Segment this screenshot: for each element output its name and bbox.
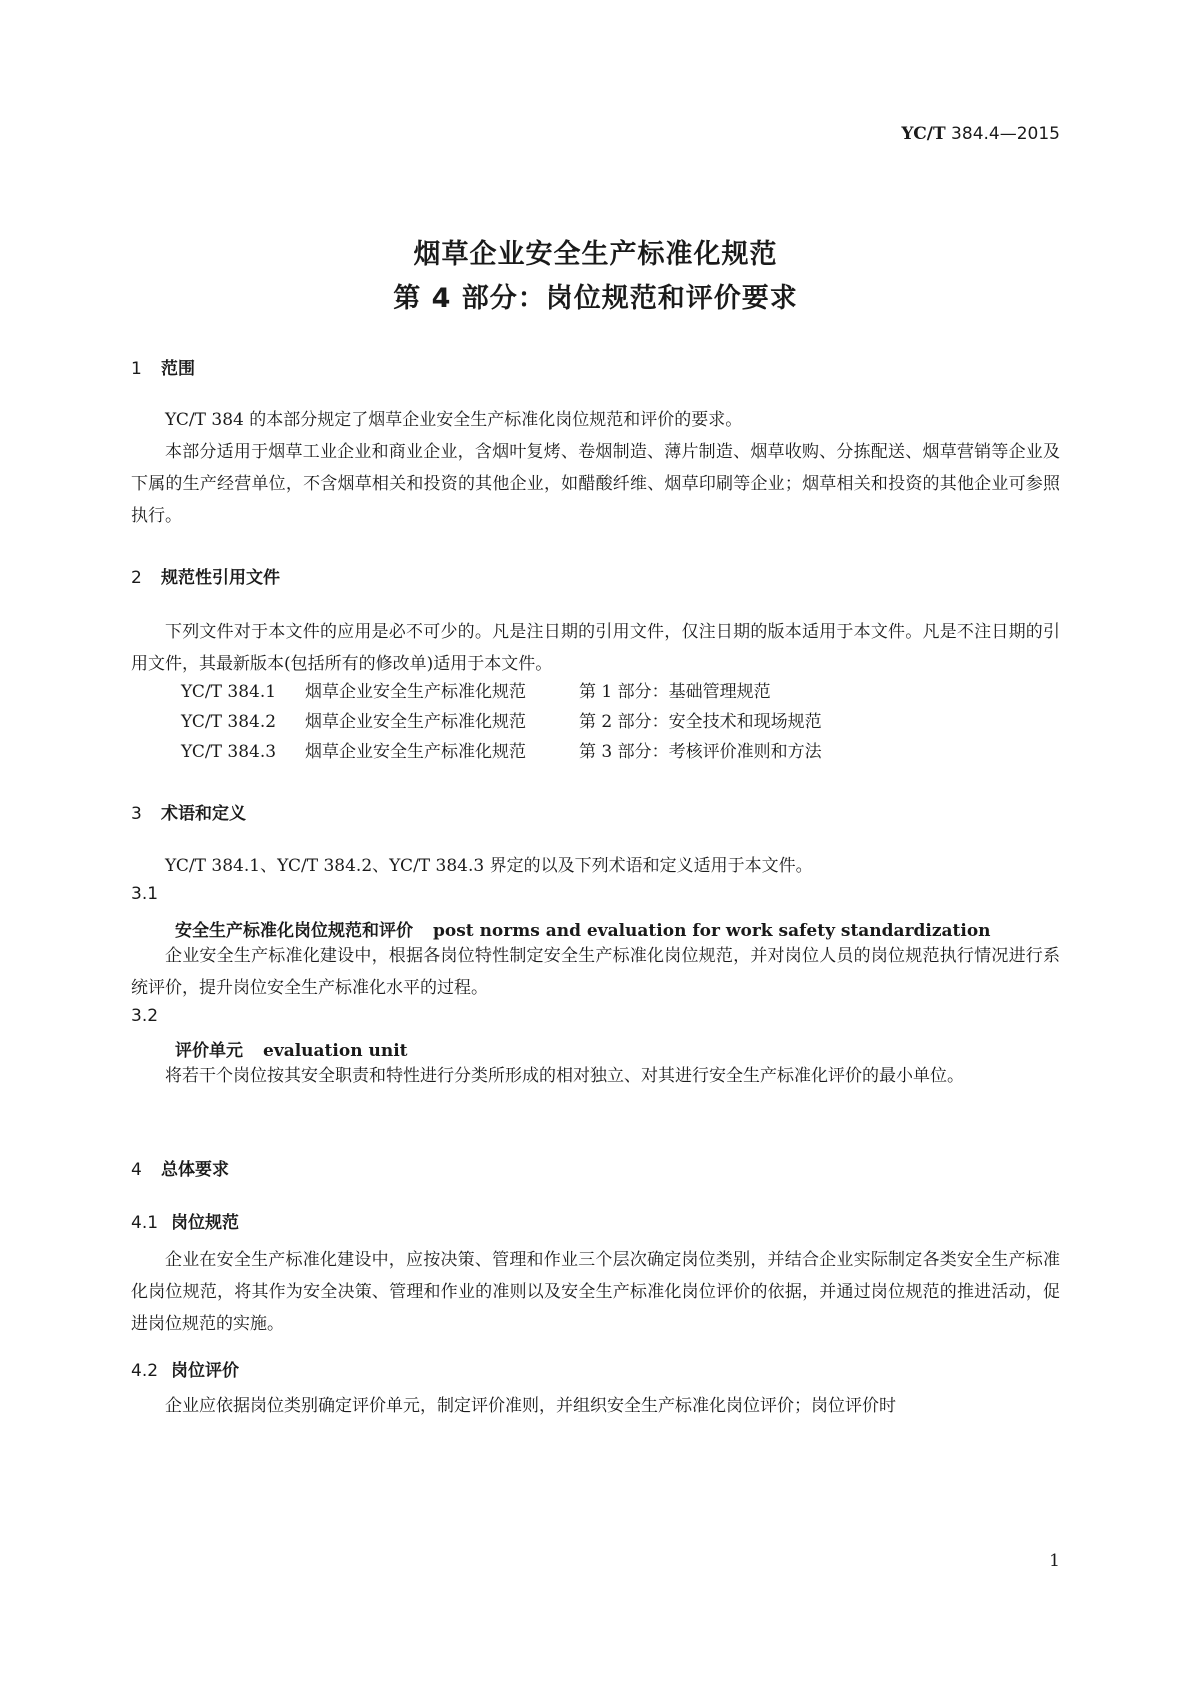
term-1-number: 3.1 xyxy=(131,884,159,904)
section-1-title: 范围 xyxy=(161,359,195,379)
section-3-title: 术语和定义 xyxy=(161,804,246,824)
standard-number-value: 384.4—2015 xyxy=(945,124,1060,144)
section-4-number: 4 xyxy=(131,1160,142,1180)
term-2-zh: 评价单元 xyxy=(175,1041,243,1061)
standard-code: YC/T xyxy=(901,124,946,144)
reference-code: YC/T 384.2 xyxy=(181,712,277,732)
document-title-line2: 第 4 部分：岗位规范和评价要求 xyxy=(393,283,798,314)
section-1-paragraph-1: YC/T 384 的本部分规定了烟草企业安全生产标准化岗位规范和评价的要求。 xyxy=(165,410,743,430)
page-number: 1 xyxy=(1049,1551,1060,1571)
reference-item-2 xyxy=(181,706,822,738)
section-4-2-title: 岗位评价 xyxy=(171,1361,239,1381)
section-1-paragraph-2: 本部分适用于烟草工业企业和商业企业，含烟叶复烤、卷烟制造、薄片制造、烟草收购、分拣配送、烟草营销等企业及下属的生产经营单位，不含烟草相关和投资的其他企业，如醋酸纤维、烟草印刷等企业；烟草相关和投资的其他企业可参照执行。 xyxy=(131,442,1060,526)
reference-code: YC/T 384.3 xyxy=(181,742,277,762)
term-2-en: evaluation unit xyxy=(263,1041,408,1061)
section-4-title: 总体要求 xyxy=(161,1160,229,1180)
section-4-2-number: 4.2 xyxy=(131,1361,159,1381)
section-4-2-paragraph: 企业应依据岗位类别确定评价单元，制定评价准则，并组织安全生产标准化岗位评价；岗位评价时 xyxy=(165,1396,896,1416)
section-4-2-heading xyxy=(131,1356,239,1381)
term-2 xyxy=(175,1036,408,1061)
section-3-intro: YC/T 384.1、YC/T 384.2、YC/T 384.3 界定的以及下列术语和定义适用于本文件。 xyxy=(165,856,813,876)
term-1-en: post norms and evaluation for work safety standardization xyxy=(433,921,991,941)
section-2-heading xyxy=(131,563,280,588)
section-4-heading xyxy=(131,1155,229,1180)
section-4-1-number: 4.1 xyxy=(131,1213,159,1233)
section-3-number: 3 xyxy=(131,804,142,824)
standard-number xyxy=(901,124,1060,144)
section-3-heading xyxy=(131,799,246,824)
term-1 xyxy=(175,916,991,941)
section-1-number: 1 xyxy=(131,359,142,379)
term-2-number: 3.2 xyxy=(131,1006,159,1026)
reference-part: 第 1 部分：基础管理规范 xyxy=(579,682,771,702)
reference-item-3 xyxy=(181,736,822,768)
section-4-1-paragraph: 企业在安全生产标准化建设中，应按决策、管理和作业三个层次确定岗位类别，并结合企业实际制定各类安全生产标准化岗位规范，将其作为安全决策、管理和作业的准则以及安全生产标准化岗位评价的依据，并通过岗位规范的推进活动，促进岗位规范的实施。 xyxy=(131,1250,1060,1334)
reference-title: 烟草企业安全生产标准化规范 xyxy=(305,742,526,762)
section-4-1-heading xyxy=(131,1208,239,1233)
reference-part: 第 3 部分：考核评价准则和方法 xyxy=(579,742,822,762)
section-1-heading xyxy=(131,354,195,379)
section-4-1-title: 岗位规范 xyxy=(171,1213,239,1233)
reference-part: 第 2 部分：安全技术和现场规范 xyxy=(579,712,822,732)
term-1-zh: 安全生产标准化岗位规范和评价 xyxy=(175,921,413,941)
term-2-definition: 将若干个岗位按其安全职责和特性进行分类所形成的相对独立、对其进行安全生产标准化评价的最小单位。 xyxy=(165,1066,964,1086)
term-1-definition: 企业安全生产标准化建设中，根据各岗位特性制定安全生产标准化岗位规范，并对岗位人员的岗位规范执行情况进行系统评价，提升岗位安全生产标准化水平的过程。 xyxy=(131,946,1060,998)
section-2-intro: 下列文件对于本文件的应用是必不可少的。凡是注日期的引用文件，仅注日期的版本适用于本文件。凡是不注日期的引用文件，其最新版本(包括所有的修改单)适用于本文件。 xyxy=(131,622,1060,674)
section-2-number: 2 xyxy=(131,568,142,588)
document-title-line1: 烟草企业安全生产标准化规范 xyxy=(413,239,778,270)
reference-title: 烟草企业安全生产标准化规范 xyxy=(305,712,526,732)
section-2-title: 规范性引用文件 xyxy=(161,568,280,588)
reference-title: 烟草企业安全生产标准化规范 xyxy=(305,682,526,702)
reference-code: YC/T 384.1 xyxy=(181,682,277,702)
reference-item-1 xyxy=(181,676,771,708)
